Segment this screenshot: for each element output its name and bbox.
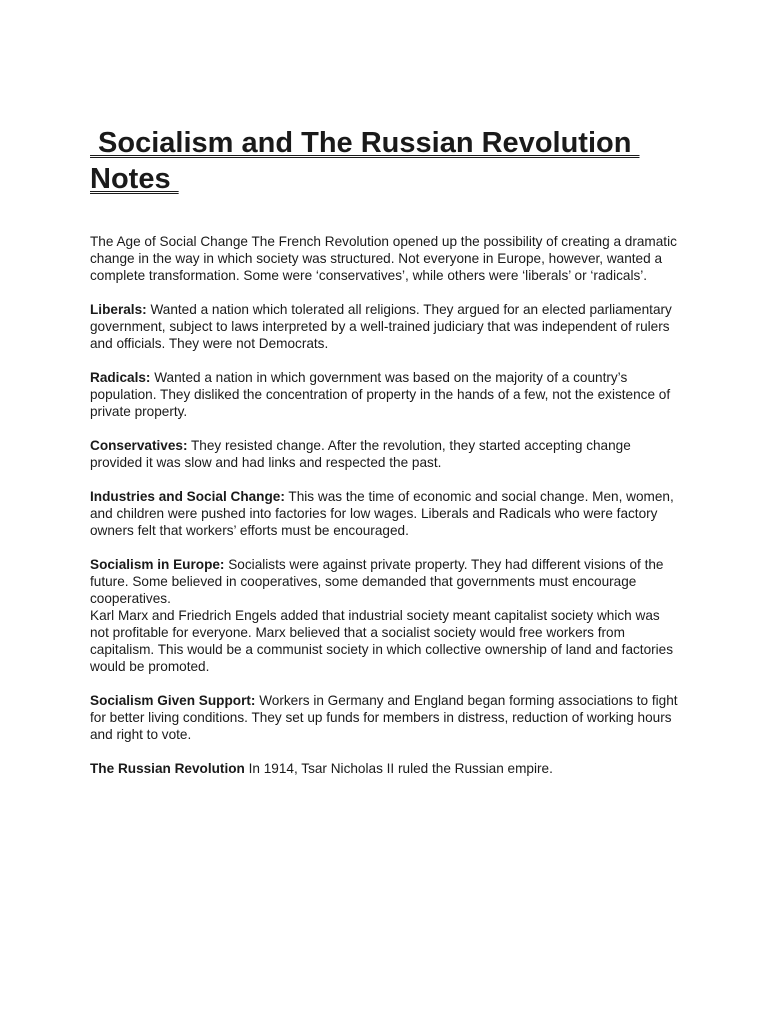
- socialism-support-text: Workers in Germany and England began forming associations to fight for better living conditions. They set up funds for members in distress, reduction of working hours and right to vote.: [90, 693, 678, 742]
- document-page: [90, 125, 682, 794]
- russian-revolution-paragraph: [90, 760, 682, 777]
- socialism-europe-term: Socialism in Europe:: [90, 557, 225, 572]
- liberals-paragraph: [90, 301, 682, 352]
- conservatives-paragraph: [90, 437, 682, 471]
- socialism-support-paragraph: [90, 692, 682, 743]
- socialism-europe-paragraph: [90, 556, 682, 675]
- industries-paragraph: [90, 488, 682, 539]
- liberals-text: Wanted a nation which tolerated all religions. They argued for an elected parliamentary government, subject to laws interpreted by a well-trained judiciary that was independent of rulers and officials. They were not Democrats.: [90, 302, 672, 351]
- socialism-europe-text: Socialists were against private property. They had different visions of the future. Some believed in cooperatives, some demanded that governments must encourage cooperatives.: [90, 557, 664, 606]
- socialism-support-term: Socialism Given Support:: [90, 693, 256, 708]
- liberals-term: Liberals:: [90, 302, 147, 317]
- page-title: [90, 125, 682, 197]
- socialism-europe-text-2: Karl Marx and Friedrich Engels added that industrial society meant capitalist society which was not profitable for everyone. Marx believed that a socialist society would free workers from capitalism. This would be a communist society in which collective ownership of land and factories would be promoted.: [90, 608, 674, 674]
- intro-paragraph: The Age of Social Change The French Revolution opened up the possibility of creating a dramatic change in the way in which society was structured. Not everyone in Europe, however, wanted a complete transformation. Some were ‘conservatives’, while others were ‘liberals’ or ‘radicals’.: [90, 234, 677, 283]
- radicals-term: Radicals:: [90, 370, 151, 385]
- russian-revolution-text: In 1914, Tsar Nicholas II ruled the Russian empire.: [244, 761, 553, 776]
- conservatives-text: They resisted change. After the revolution, they started accepting change provided it was slow and had links and respected the past.: [90, 438, 631, 470]
- industries-term: Industries and Social Change:: [90, 489, 285, 504]
- conservatives-term: Conservatives:: [90, 438, 188, 453]
- russian-revolution-term: The Russian Revolution: [90, 761, 245, 776]
- page-title-line-2: Notes: [90, 163, 179, 195]
- industries-text: This was the time of economic and social change. Men, women, and children were pushed into factories for low wages. Liberals and Radicals who were factory owners felt that workers’ efforts must be encouraged.: [90, 489, 674, 538]
- radicals-text: Wanted a nation in which government was based on the majority of a country’s population. They disliked the concentration of property in the hands of a few, not the existence of private property.: [90, 370, 671, 419]
- page-title-line-1: Socialism and The Russian Revolution: [90, 127, 640, 159]
- radicals-paragraph: [90, 369, 682, 420]
